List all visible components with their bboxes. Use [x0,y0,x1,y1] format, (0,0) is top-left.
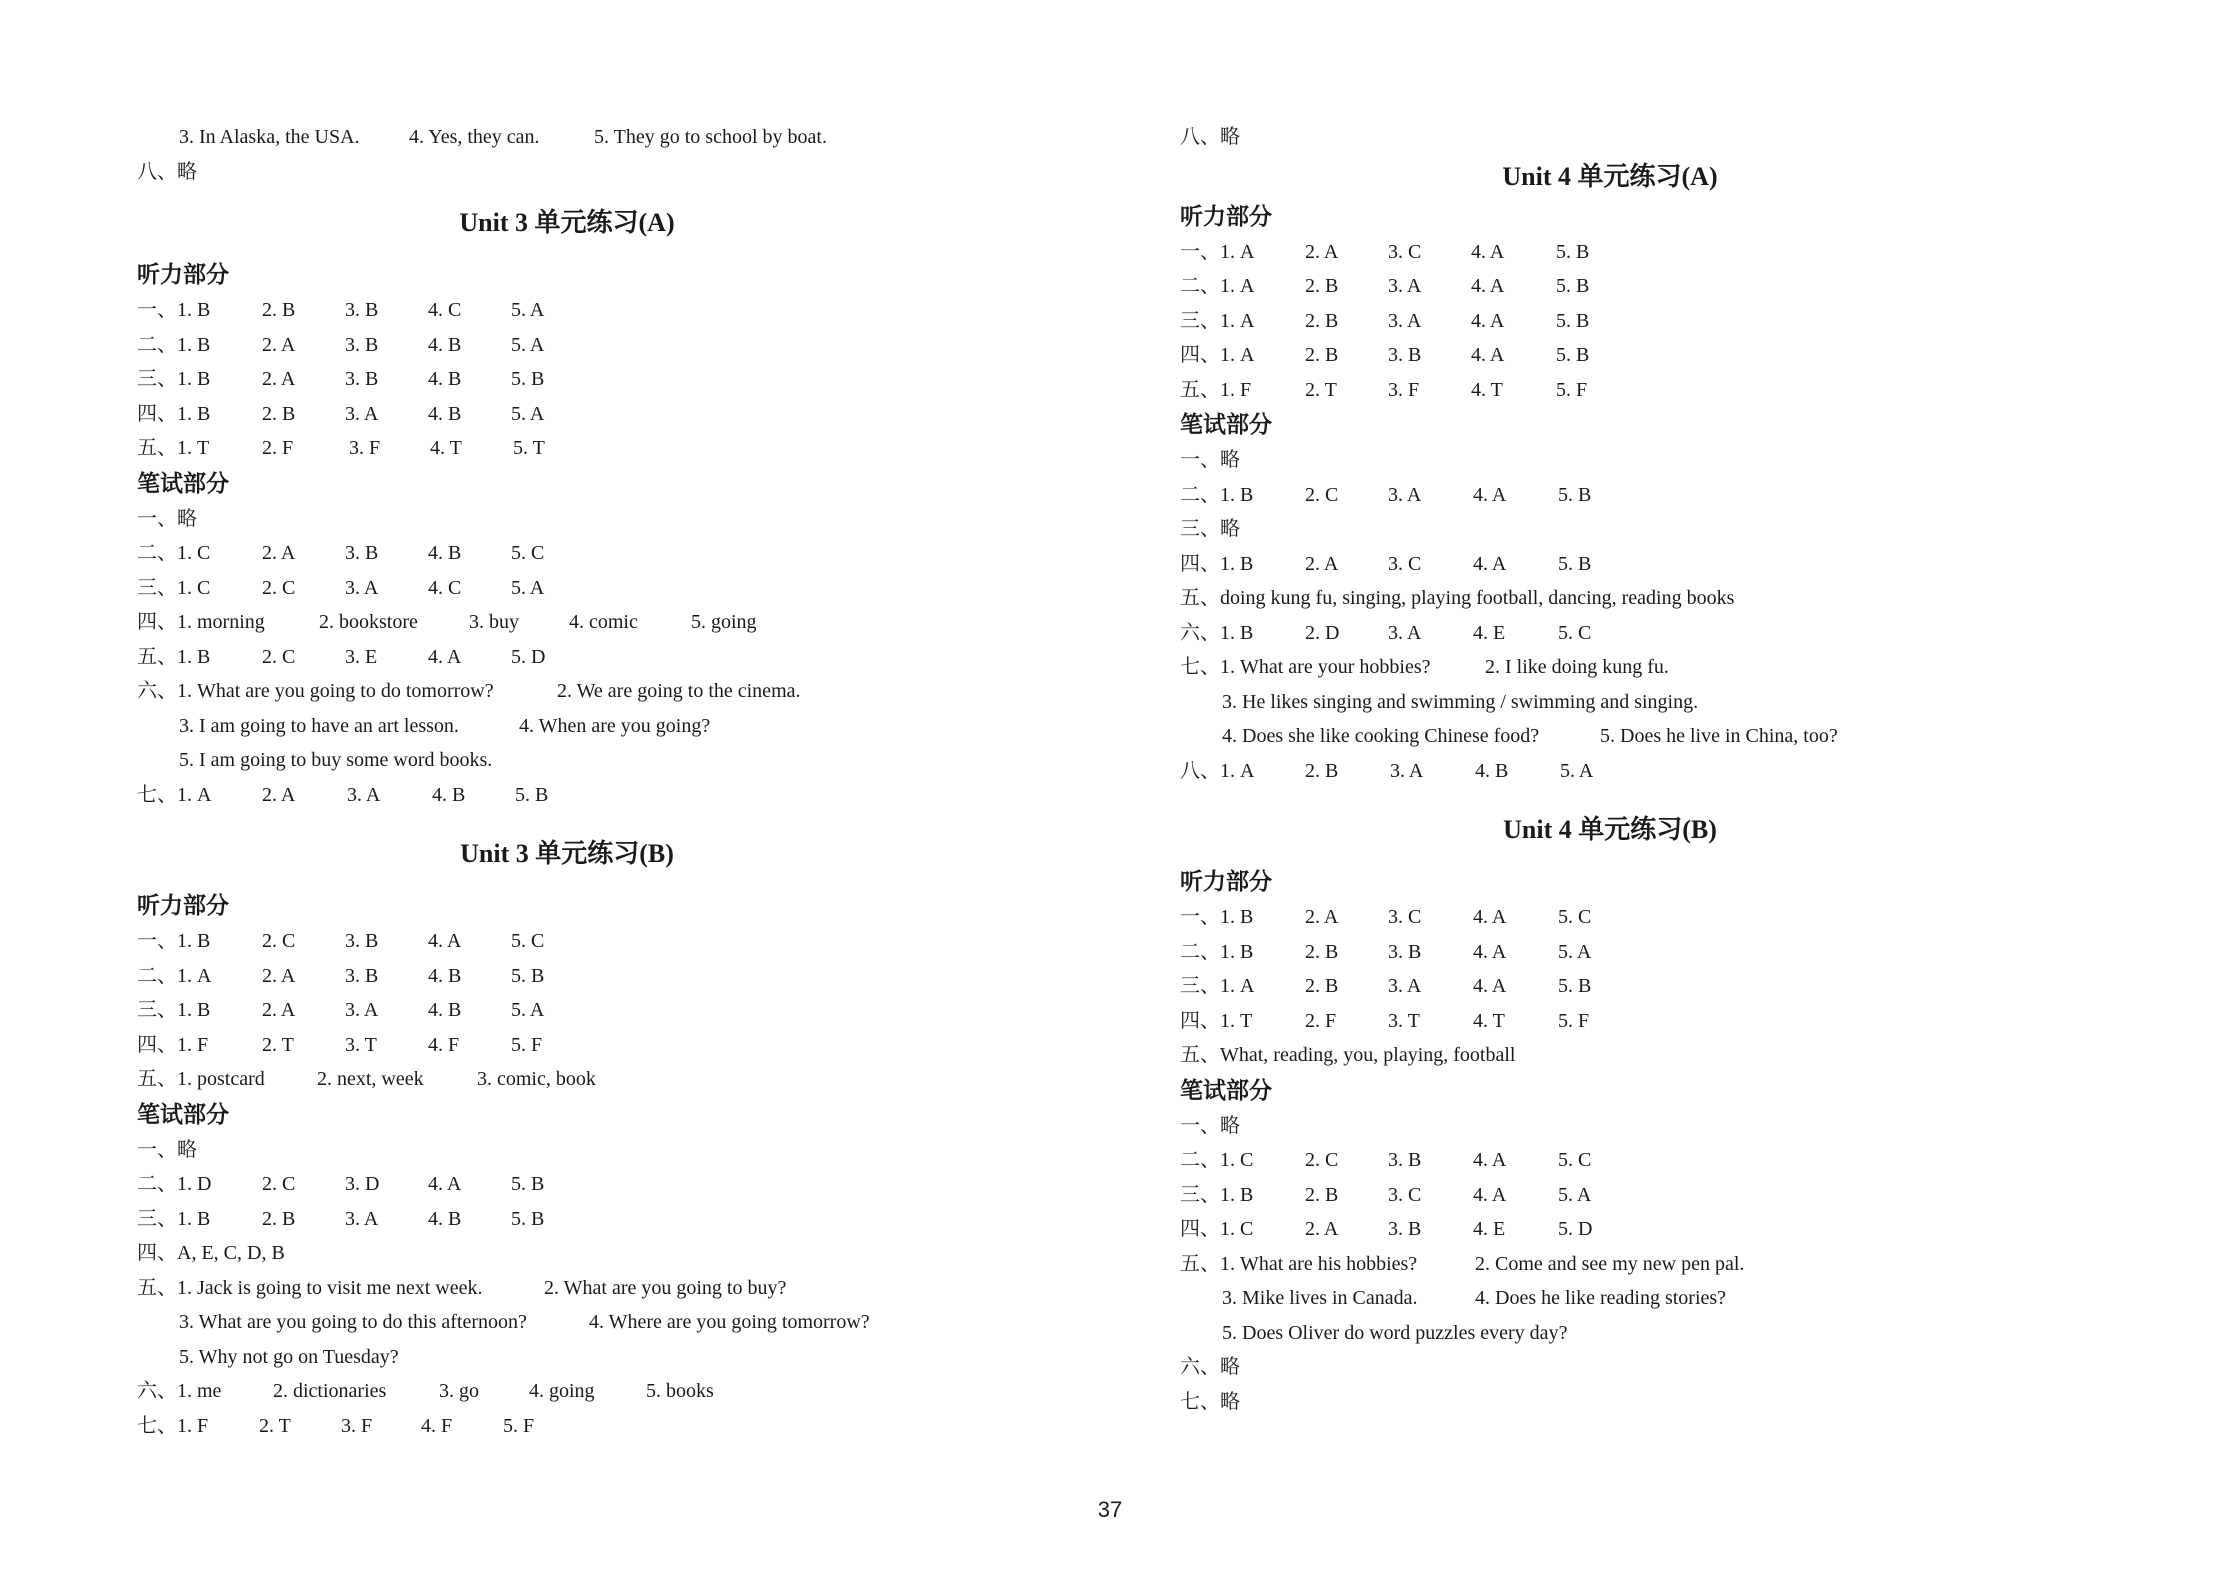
answer-line: 一、1. B 2. C 3. B 4. A 5. C [137,930,545,952]
answer-line: 七、1. What are your hobbies? 2. I like doing kung fu. [1180,656,1669,678]
answer-line: 一、略 [137,1138,197,1161]
answer-line: 三、1. A 2. B 3. A 4. A 5. B [1180,309,1590,332]
answer-line: 七、1. A 2. A 3. A 4. B 5. B [137,783,549,806]
answer-line: 三、1. A 2. B 3. A 4. A 5. B [1180,975,1592,997]
listening-section-label: 听力部分 [1180,869,1272,895]
answer-line: 五、doing kung fu, singing, playing football, dancing, reading books [1180,587,1735,609]
answer-line: 四、1. T 2. F 3. T 4. T 5. F [1180,1009,1590,1032]
written-section-label: 笔试部分 [137,470,229,497]
page-number: 37 [1097,1497,1123,1522]
answer-line: 五、What, reading, you, playing, football [1180,1044,1516,1066]
answer-line: 3. Mike lives in Canada. 4. Does he like reading stories? [1222,1287,1727,1309]
answer-line: 5. Why not go on Tuesday? [179,1345,399,1368]
unit4a-title: Unit 4 单元练习(A) [1502,161,1718,191]
answer-line: 四、1. A 2. B 3. B 4. A 5. B [1180,344,1590,366]
answer-line: 七、略 [1180,1390,1240,1413]
answer-line: 一、略 [1180,449,1240,471]
answer-line: 一、1. B 2. B 3. B 4. C 5. A [137,299,545,321]
answer-line: 二、1. C 2. A 3. B 4. B 5. C [137,542,545,564]
answer-line: 一、略 [1180,1114,1240,1137]
answer-line: 六、略 [1180,1356,1240,1378]
answer-line: 三、1. B 2. A 3. B 4. B 5. B [137,368,545,390]
answer-line: 二、1. B 2. B 3. B 4. A 5. A [1180,940,1592,963]
answer-line: 二、1. B 2. C 3. A 4. A 5. B [1180,483,1592,506]
listening-section-label: 听力部分 [137,893,229,919]
answer-line: 3. In Alaska, the USA. 4. Yes, they can. 5. They go to school by boat. [179,126,827,148]
answer-line: 二、1. A 2. B 3. A 4. A 5. B [1180,275,1590,297]
answer-line: 一、略 [137,507,197,530]
answer-line: 二、1. C 2. C 3. B 4. A 5. C [1180,1149,1592,1171]
answer-line: 三、1. B 2. B 3. A 4. B 5. B [137,1207,545,1230]
answer-line: 5. Does Oliver do word puzzles every day? [1222,1321,1568,1344]
answer-line: 三、1. B 2. A 3. A 4. B 5. A [137,999,545,1021]
written-section-label: 笔试部分 [1180,1077,1272,1104]
unit4b-title: Unit 4 单元练习(B) [1503,815,1717,844]
answer-line: 五、1. B 2. C 3. E 4. A 5. D [137,645,546,668]
answer-line: 四、1. C 2. A 3. B 4. E 5. D [1180,1218,1593,1240]
answer-line: 五、1. What are his hobbies? 2. Come and see my new pen pal. [1180,1252,1745,1275]
left-column [137,120,997,1443]
answer-line: 四、1. B 2. A 3. C 4. A 5. B [1180,552,1592,575]
listening-section-label: 听力部分 [1180,203,1272,230]
answer-line: 一、1. A 2. A 3. C 4. A 5. B [1180,240,1590,263]
answer-line: 三、略 [1180,518,1240,540]
written-section-label: 笔试部分 [137,1101,229,1128]
answer-line: 4. Does she like cooking Chinese food? 5. Does he live in China, too? [1222,725,1838,747]
answer-line: 三、1. C 2. C 3. A 4. C 5. A [137,576,545,599]
answer-line: 五、1. Jack is going to visit me next week. 2. What are you going to buy? [137,1276,787,1299]
answer-line: 3. I am going to have an art lesson. 4. When are you going? [179,714,711,737]
answer-line: 3. He likes singing and swimming / swimming and singing. [1222,690,1699,713]
answer-line: 六、1. B 2. D 3. A 4. E 5. C [1180,621,1592,644]
answer-line: 三、1. B 2. B 3. C 4. A 5. A [1180,1183,1592,1206]
answer-line: 七、1. F 2. T 3. F 4. F 5. F [137,1414,535,1437]
written-section-label: 笔试部分 [1180,412,1272,438]
answer-line: 六、1. me 2. dictionaries 3. go 4. going 5. books [137,1380,714,1402]
answer-line: 八、1. A 2. B 3. A 4. B 5. A [1180,759,1594,782]
answer-line: 八、略 [1180,126,1240,148]
answer-line: 5. I am going to buy some word books. [179,749,493,771]
listening-section-label: 听力部分 [137,262,229,288]
unit3a-title: Unit 3 单元练习(A) [459,208,675,237]
answer-line: 二、1. D 2. C 3. D 4. A 5. B [137,1173,545,1195]
answer-line: 二、1. A 2. A 3. B 4. B 5. B [137,964,545,987]
answer-line: 六、1. What are you going to do tomorrow? 2. We are going to the cinema. [137,680,801,702]
answer-line: 一、1. B 2. A 3. C 4. A 5. C [1180,906,1592,928]
answer-line: 八、略 [137,160,197,183]
answer-line: 3. What are you going to do this afternoon? 4. Where are you going tomorrow? [179,1311,870,1333]
answer-line: 四、A, E, C, D, B [137,1242,285,1264]
answer-line: 四、1. B 2. B 3. A 4. B 5. A [137,402,545,425]
unit3b-title: Unit 3 单元练习(B) [460,839,674,868]
answer-line: 五、1. postcard 2. next, week 3. comic, book [137,1068,596,1090]
answer-line: 四、1. F 2. T 3. T 4. F 5. F [137,1033,543,1056]
answer-line: 五、1. F 2. T 3. F 4. T 5. F [1180,378,1588,401]
answer-line: 四、1. morning 2. bookstore 3. buy 4. comic 5. going [137,611,757,633]
right-column [1180,120,2040,1419]
answer-line: 二、1. B 2. A 3. B 4. B 5. A [137,333,545,356]
answer-line: 五、1. T 2. F 3. F 4. T 5. T [137,437,545,459]
